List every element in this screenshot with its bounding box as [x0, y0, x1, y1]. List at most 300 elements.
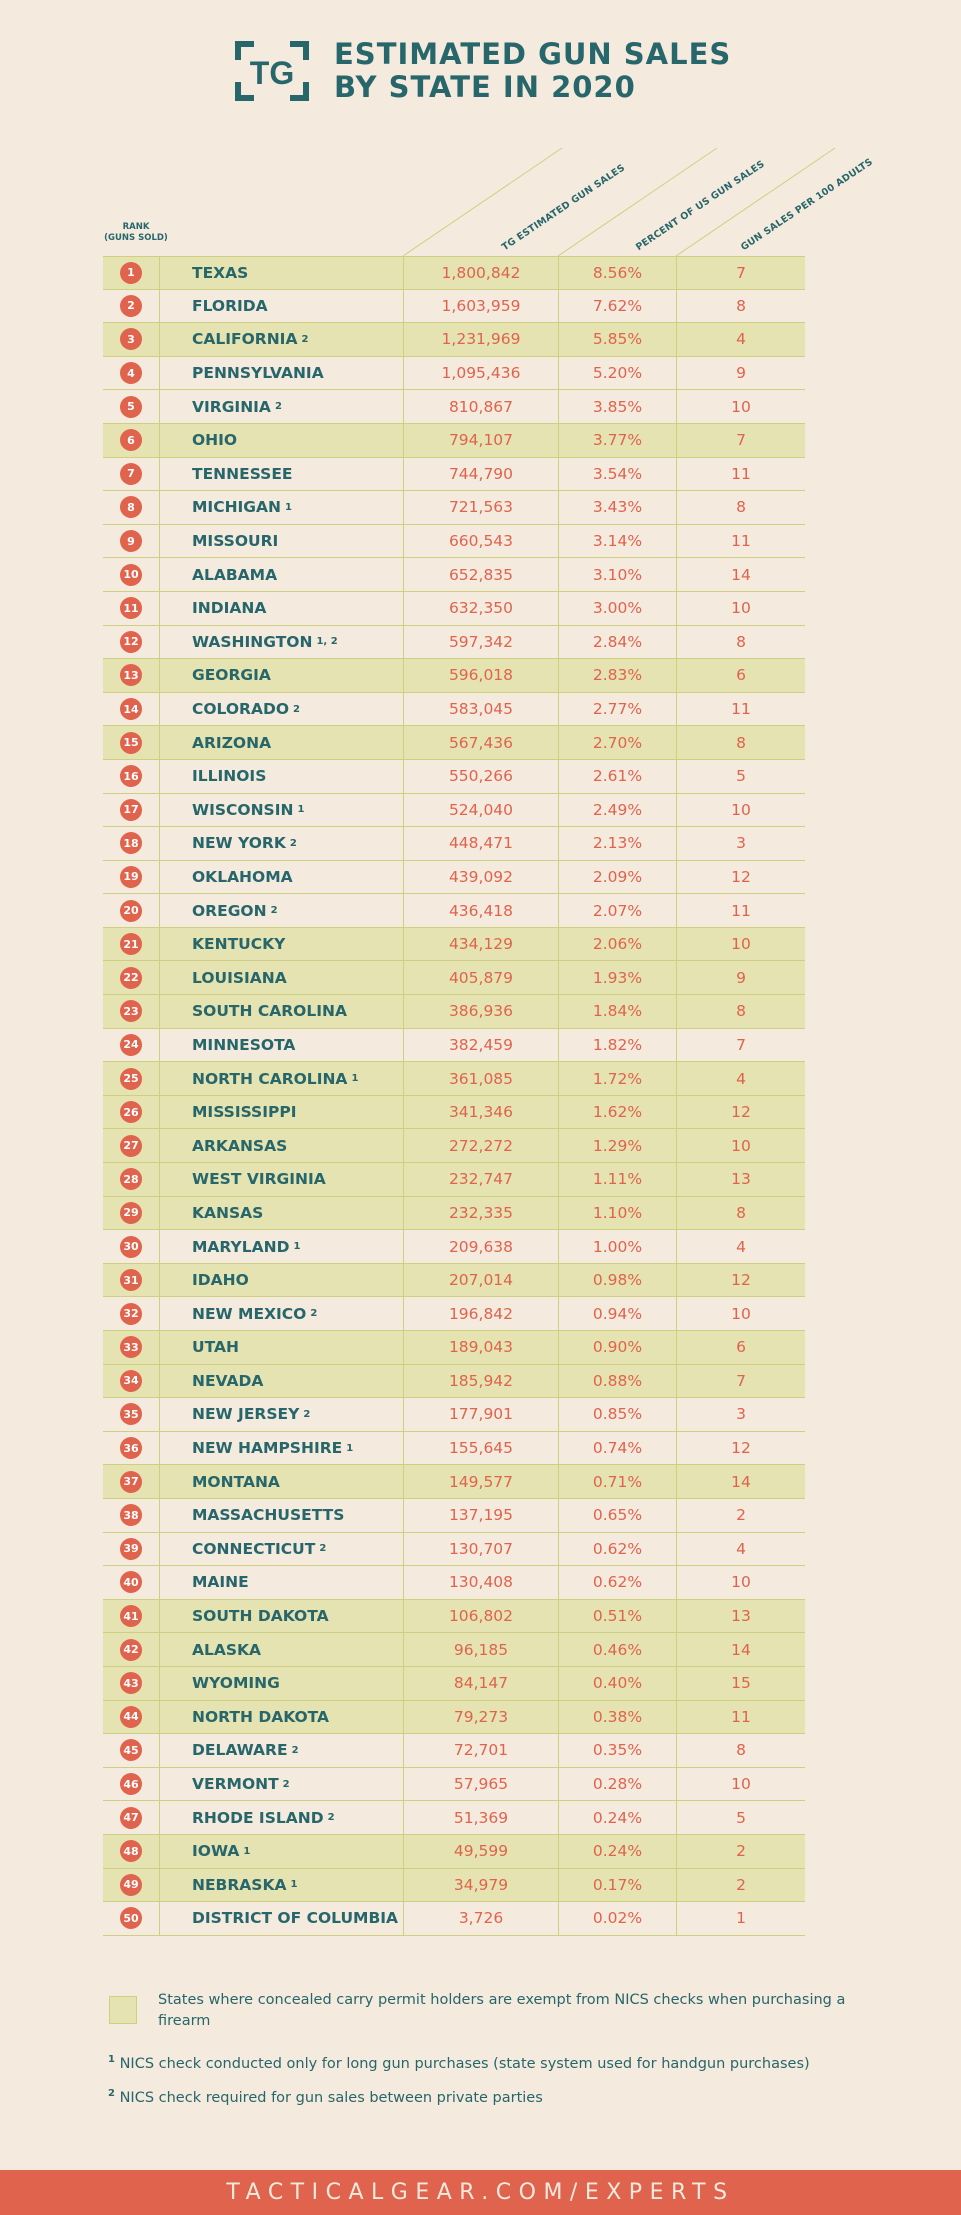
- per100-cell: 4: [676, 1533, 805, 1566]
- state-name: OHIO: [192, 431, 238, 450]
- percent-cell: 3.77%: [558, 424, 676, 457]
- rank-cell: [103, 1533, 159, 1566]
- table-row: [103, 1533, 805, 1567]
- state-name: IOWA: [192, 1842, 240, 1861]
- state-cell: [159, 1633, 403, 1666]
- rank-badge: 26: [120, 1101, 142, 1123]
- per100-cell: 7: [676, 1365, 805, 1398]
- rank-cell: [103, 1499, 159, 1532]
- state-name: DISTRICT OF COLUMBIA: [192, 1909, 399, 1928]
- rank-cell: [103, 726, 159, 759]
- state-cell: [159, 1600, 403, 1633]
- state-cell: [159, 1129, 403, 1162]
- state-cell: [159, 1331, 403, 1364]
- per100-cell: 14: [676, 1465, 805, 1498]
- table-row: [103, 1062, 805, 1096]
- sales-cell: 185,942: [403, 1365, 558, 1398]
- rank-cell: [103, 257, 159, 289]
- sales-cell: 794,107: [403, 424, 558, 457]
- table-row: [103, 1264, 805, 1298]
- sales-cell: 1,603,959: [403, 290, 558, 323]
- per100-cell: 2: [676, 1499, 805, 1532]
- table-row: [103, 357, 805, 391]
- state-name: WEST VIRGINIA: [192, 1170, 326, 1189]
- rank-cell: [103, 1801, 159, 1834]
- rank-badge: 10: [120, 564, 142, 586]
- table-row: [103, 1801, 805, 1835]
- rank-badge: 28: [120, 1168, 142, 1190]
- state-name: VERMONT: [192, 1775, 279, 1794]
- rank-badge: 24: [120, 1034, 142, 1056]
- state-cell: [159, 961, 403, 994]
- percent-cell: 2.49%: [558, 794, 676, 827]
- per100-cell: 15: [676, 1667, 805, 1700]
- table-row: [103, 827, 805, 861]
- rank-badge: 22: [120, 967, 142, 989]
- rank-badge: 34: [120, 1370, 142, 1392]
- state-name: NEVADA: [192, 1371, 264, 1390]
- per100-cell: 4: [676, 1062, 805, 1095]
- rank-badge: 41: [120, 1605, 142, 1627]
- sales-cell: 434,129: [403, 928, 558, 961]
- state-name: NEBRASKA: [192, 1875, 287, 1894]
- percent-cell: 5.20%: [558, 357, 676, 390]
- state-cell: [159, 894, 403, 927]
- state-name: RHODE ISLAND: [192, 1808, 324, 1827]
- per100-cell: 4: [676, 323, 805, 356]
- state-name: ILLINOIS: [192, 767, 267, 786]
- per100-cell: 8: [676, 491, 805, 524]
- sales-cell: 632,350: [403, 592, 558, 625]
- sales-cell: 596,018: [403, 659, 558, 692]
- table-row: [103, 1499, 805, 1533]
- percent-cell: 0.35%: [558, 1734, 676, 1767]
- rank-cell: [103, 1667, 159, 1700]
- percent-cell: 2.07%: [558, 894, 676, 927]
- percent-cell: 0.90%: [558, 1331, 676, 1364]
- rank-badge: 37: [120, 1471, 142, 1493]
- sales-cell: 382,459: [403, 1029, 558, 1062]
- state-name: PENNSYLVANIA: [192, 364, 324, 383]
- state-cell: [159, 1533, 403, 1566]
- state-name: MARYLAND: [192, 1237, 290, 1256]
- rank-badge: 13: [120, 664, 142, 686]
- sales-cell: 567,436: [403, 726, 558, 759]
- percent-cell: 1.82%: [558, 1029, 676, 1062]
- state-name: MAINE: [192, 1573, 249, 1592]
- rank-badge: 49: [120, 1874, 142, 1896]
- rank-cell: [103, 1398, 159, 1431]
- state-cell: [159, 290, 403, 323]
- state-cell: [159, 693, 403, 726]
- rank-badge: 18: [120, 832, 142, 854]
- percent-cell: 0.51%: [558, 1600, 676, 1633]
- percent-cell: 0.94%: [558, 1297, 676, 1330]
- state-name: DELAWARE: [192, 1741, 288, 1760]
- per100-cell: 10: [676, 390, 805, 423]
- per100-column-header: GUN SALES PER 100 ADULTS: [739, 156, 875, 254]
- per100-cell: 11: [676, 458, 805, 491]
- per100-cell: 10: [676, 1297, 805, 1330]
- rank-cell: [103, 1230, 159, 1263]
- per100-cell: 8: [676, 995, 805, 1028]
- state-name: ARKANSAS: [192, 1136, 288, 1155]
- per100-cell: 12: [676, 1432, 805, 1465]
- rank-badge: 14: [120, 698, 142, 720]
- rank-cell: [103, 827, 159, 860]
- percent-cell: 1.93%: [558, 961, 676, 994]
- page-title: [334, 38, 731, 104]
- state-cell: [159, 1432, 403, 1465]
- rank-badge: 47: [120, 1807, 142, 1829]
- per100-cell: 14: [676, 558, 805, 591]
- rank-badge: 21: [120, 933, 142, 955]
- state-name: COLORADO: [192, 700, 290, 719]
- state-cell: [159, 659, 403, 692]
- rank-cell: [103, 290, 159, 323]
- rank-cell: [103, 760, 159, 793]
- rank-badge: 46: [120, 1773, 142, 1795]
- state-cell: [159, 726, 403, 759]
- per100-cell: 6: [676, 1331, 805, 1364]
- per100-cell: 14: [676, 1633, 805, 1666]
- percent-cell: 3.10%: [558, 558, 676, 591]
- state-footnote-mark: 1: [290, 1879, 298, 1891]
- table-row: [103, 390, 805, 424]
- footnote-2-text: NICS check required for gun sales between private parties: [119, 2089, 543, 2106]
- state-cell: [159, 928, 403, 961]
- per100-cell: 11: [676, 894, 805, 927]
- state-name: MONTANA: [192, 1472, 280, 1491]
- state-cell: [159, 1029, 403, 1062]
- sales-cell: 177,901: [403, 1398, 558, 1431]
- state-footnote-mark: 2: [327, 1812, 335, 1824]
- state-cell: [159, 1197, 403, 1230]
- sales-cell: 597,342: [403, 626, 558, 659]
- footnote-1-mark: 1: [108, 2054, 115, 2065]
- percent-cell: 0.24%: [558, 1801, 676, 1834]
- per100-cell: 12: [676, 1264, 805, 1297]
- per100-cell: 8: [676, 1734, 805, 1767]
- sales-cell: 130,408: [403, 1566, 558, 1599]
- rank-cell: [103, 491, 159, 524]
- rank-cell: [103, 1768, 159, 1801]
- percent-cell: 0.28%: [558, 1768, 676, 1801]
- sales-cell: 209,638: [403, 1230, 558, 1263]
- sales-cell: 583,045: [403, 693, 558, 726]
- table-row: [103, 1734, 805, 1768]
- table-row: [103, 1633, 805, 1667]
- state-name: CALIFORNIA: [192, 330, 298, 349]
- per100-cell: 7: [676, 1029, 805, 1062]
- header: [0, 34, 961, 114]
- sales-cell: 232,335: [403, 1197, 558, 1230]
- percent-cell: 1.29%: [558, 1129, 676, 1162]
- sales-cell: 84,147: [403, 1667, 558, 1700]
- rank-cell: [103, 1432, 159, 1465]
- per100-cell: 10: [676, 1768, 805, 1801]
- table-row: [103, 1197, 805, 1231]
- rank-cell: [103, 659, 159, 692]
- state-name: NORTH CAROLINA: [192, 1069, 348, 1088]
- table-row: [103, 592, 805, 626]
- rank-cell: [103, 1734, 159, 1767]
- column-headers: [0, 140, 961, 260]
- state-cell: [159, 1835, 403, 1868]
- sales-cell: 386,936: [403, 995, 558, 1028]
- per100-cell: 10: [676, 1566, 805, 1599]
- rank-badge: 9: [120, 530, 142, 552]
- table-row: [103, 1029, 805, 1063]
- sales-cell: 272,272: [403, 1129, 558, 1162]
- percent-cell: 0.71%: [558, 1465, 676, 1498]
- sales-cell: 155,645: [403, 1432, 558, 1465]
- rank-cell: [103, 1096, 159, 1129]
- svg-text:TG: TG: [249, 55, 295, 91]
- table-row: [103, 659, 805, 693]
- title-line-1: ESTIMATED GUN SALES: [334, 37, 732, 71]
- rank-badge: 42: [120, 1639, 142, 1661]
- percent-cell: 2.13%: [558, 827, 676, 860]
- percent-cell: 0.62%: [558, 1533, 676, 1566]
- table-row: [103, 1163, 805, 1197]
- state-footnote-mark: 1: [243, 1845, 251, 1857]
- state-footnote-mark: 2: [289, 837, 297, 849]
- legend-swatch: [109, 1996, 137, 2024]
- table-row: [103, 1667, 805, 1701]
- percent-cell: 0.88%: [558, 1365, 676, 1398]
- state-name: NEW HAMPSHIRE: [192, 1439, 343, 1458]
- rank-cell: [103, 995, 159, 1028]
- percent-cell: 0.38%: [558, 1701, 676, 1734]
- per100-cell: 10: [676, 1129, 805, 1162]
- sales-cell: 405,879: [403, 961, 558, 994]
- per100-cell: 3: [676, 827, 805, 860]
- sales-cell: 550,266: [403, 760, 558, 793]
- state-name: SOUTH CAROLINA: [192, 1002, 347, 1021]
- per100-cell: 13: [676, 1163, 805, 1196]
- state-cell: [159, 357, 403, 390]
- percent-cell: 2.84%: [558, 626, 676, 659]
- state-cell: [159, 626, 403, 659]
- percent-cell: 0.17%: [558, 1869, 676, 1902]
- sales-cell: 51,369: [403, 1801, 558, 1834]
- rank-cell: [103, 1633, 159, 1666]
- state-name: ARIZONA: [192, 733, 272, 752]
- state-name: NORTH DAKOTA: [192, 1707, 330, 1726]
- percent-cell: 8.56%: [558, 257, 676, 289]
- state-name: OREGON: [192, 901, 267, 920]
- state-cell: [159, 1869, 403, 1902]
- rank-badge: 32: [120, 1303, 142, 1325]
- rank-badge: 11: [120, 597, 142, 619]
- state-cell: [159, 1297, 403, 1330]
- table-row: [103, 1768, 805, 1802]
- state-footnote-mark: 2: [310, 1308, 318, 1320]
- per100-cell: 8: [676, 290, 805, 323]
- sales-cell: 1,231,969: [403, 323, 558, 356]
- sales-cell: 341,346: [403, 1096, 558, 1129]
- rank-column-header: [96, 222, 176, 244]
- sales-cell: 96,185: [403, 1633, 558, 1666]
- per100-cell: 11: [676, 525, 805, 558]
- state-footnote-mark: 2: [282, 1778, 290, 1790]
- rank-badge: 33: [120, 1336, 142, 1358]
- rank-badge: 15: [120, 732, 142, 754]
- percent-cell: 1.62%: [558, 1096, 676, 1129]
- per100-cell: 5: [676, 760, 805, 793]
- rank-cell: [103, 592, 159, 625]
- rank-badge: 5: [120, 396, 142, 418]
- table-row: [103, 726, 805, 760]
- rank-badge: 6: [120, 429, 142, 451]
- table-row: [103, 1096, 805, 1130]
- state-cell: [159, 1801, 403, 1834]
- per100-cell: 10: [676, 794, 805, 827]
- state-name: KANSAS: [192, 1203, 264, 1222]
- state-footnote-mark: 1: [285, 501, 292, 513]
- rank-badge: 44: [120, 1706, 142, 1728]
- per100-cell: 1: [676, 1902, 805, 1935]
- title-line-2: BY STATE IN 2020: [334, 70, 636, 104]
- sales-cell: 3,726: [403, 1902, 558, 1935]
- per100-cell: 5: [676, 1801, 805, 1834]
- sales-cell: 524,040: [403, 794, 558, 827]
- rank-cell: [103, 424, 159, 457]
- table-row: [103, 1297, 805, 1331]
- table-row: [103, 894, 805, 928]
- state-name: MICHIGAN: [192, 498, 281, 517]
- sales-cell: 149,577: [403, 1465, 558, 1498]
- table-row: [103, 458, 805, 492]
- sales-cell: 1,095,436: [403, 357, 558, 390]
- per100-cell: 4: [676, 1230, 805, 1263]
- state-footnote-mark: 1: [293, 1241, 301, 1253]
- table-row: [103, 794, 805, 828]
- rank-badge: 38: [120, 1504, 142, 1526]
- rank-badge: 35: [120, 1403, 142, 1425]
- per100-cell: 8: [676, 626, 805, 659]
- state-cell: [159, 525, 403, 558]
- per100-cell: 12: [676, 1096, 805, 1129]
- rank-cell: [103, 1331, 159, 1364]
- rank-badge: 16: [120, 765, 142, 787]
- rank-cell: [103, 1197, 159, 1230]
- rank-badge: 25: [120, 1068, 142, 1090]
- state-cell: [159, 458, 403, 491]
- table-row: [103, 1566, 805, 1600]
- percent-cell: 0.24%: [558, 1835, 676, 1868]
- state-name: TENNESSEE: [192, 464, 293, 483]
- per100-cell: 9: [676, 961, 805, 994]
- rank-cell: [103, 861, 159, 894]
- per100-cell: 6: [676, 659, 805, 692]
- rank-badge: 1: [120, 262, 142, 284]
- table-row: [103, 861, 805, 895]
- per100-cell: 11: [676, 693, 805, 726]
- state-footnote-mark: 2: [319, 1543, 327, 1555]
- rank-badge: 29: [120, 1202, 142, 1224]
- table-row: [103, 491, 805, 525]
- sales-cell: 189,043: [403, 1331, 558, 1364]
- rank-cell: [103, 357, 159, 390]
- gun-sales-table: [103, 256, 805, 1936]
- table-row: [103, 1432, 805, 1466]
- rank-badge: 30: [120, 1236, 142, 1258]
- table-row: [103, 626, 805, 660]
- percent-cell: 1.11%: [558, 1163, 676, 1196]
- table-row: [103, 1331, 805, 1365]
- state-name: TEXAS: [192, 263, 249, 282]
- rank-badge: 39: [120, 1538, 142, 1560]
- rank-header-label: RANK: [122, 222, 150, 232]
- table-row: [103, 424, 805, 458]
- rank-cell: [103, 1835, 159, 1868]
- percent-cell: 0.40%: [558, 1667, 676, 1700]
- rank-cell: [103, 626, 159, 659]
- sales-cell: 721,563: [403, 491, 558, 524]
- per100-cell: 10: [676, 592, 805, 625]
- sales-cell: 744,790: [403, 458, 558, 491]
- state-cell: [159, 1701, 403, 1734]
- state-cell: [159, 491, 403, 524]
- state-name: KENTUCKY: [192, 935, 286, 954]
- rank-badge: 50: [120, 1907, 142, 1929]
- state-name: WASHINGTON: [192, 632, 313, 651]
- state-name: WISCONSIN: [192, 800, 294, 819]
- footer-url[interactable]: TACTICALGEAR.COM/EXPERTS: [0, 2170, 961, 2215]
- footnote-2: [108, 2088, 543, 2106]
- percent-cell: 2.77%: [558, 693, 676, 726]
- state-name: NEW MEXICO: [192, 1304, 307, 1323]
- state-cell: [159, 1398, 403, 1431]
- table-row: [103, 1398, 805, 1432]
- percent-cell: 0.02%: [558, 1902, 676, 1935]
- rank-badge: 40: [120, 1571, 142, 1593]
- rank-cell: [103, 928, 159, 961]
- state-cell: [159, 1264, 403, 1297]
- state-cell: [159, 1566, 403, 1599]
- rank-cell: [103, 1465, 159, 1498]
- percent-cell: 0.65%: [558, 1499, 676, 1532]
- table-row: [103, 928, 805, 962]
- state-name: GEORGIA: [192, 666, 271, 685]
- state-name: LOUISIANA: [192, 968, 287, 987]
- rank-badge: 12: [120, 631, 142, 653]
- rank-cell: [103, 1902, 159, 1935]
- sales-cell: 207,014: [403, 1264, 558, 1297]
- rank-cell: [103, 1129, 159, 1162]
- state-cell: [159, 1667, 403, 1700]
- sales-cell: 652,835: [403, 558, 558, 591]
- state-name: FLORIDA: [192, 296, 268, 315]
- state-footnote-mark: 1: [297, 804, 305, 816]
- rank-cell: [103, 1029, 159, 1062]
- state-cell: [159, 390, 403, 423]
- per100-cell: 10: [676, 928, 805, 961]
- footnote-2-mark: 2: [108, 2088, 115, 2099]
- rank-cell: [103, 1869, 159, 1902]
- rank-badge: 8: [120, 496, 142, 518]
- table-row: [103, 1129, 805, 1163]
- sales-cell: 810,867: [403, 390, 558, 423]
- per100-cell: 11: [676, 1701, 805, 1734]
- percent-cell: 0.85%: [558, 1398, 676, 1431]
- percent-cell: 2.09%: [558, 861, 676, 894]
- percent-cell: 1.00%: [558, 1230, 676, 1263]
- rank-badge: 27: [120, 1135, 142, 1157]
- state-footnote-mark: 1: [346, 1442, 354, 1454]
